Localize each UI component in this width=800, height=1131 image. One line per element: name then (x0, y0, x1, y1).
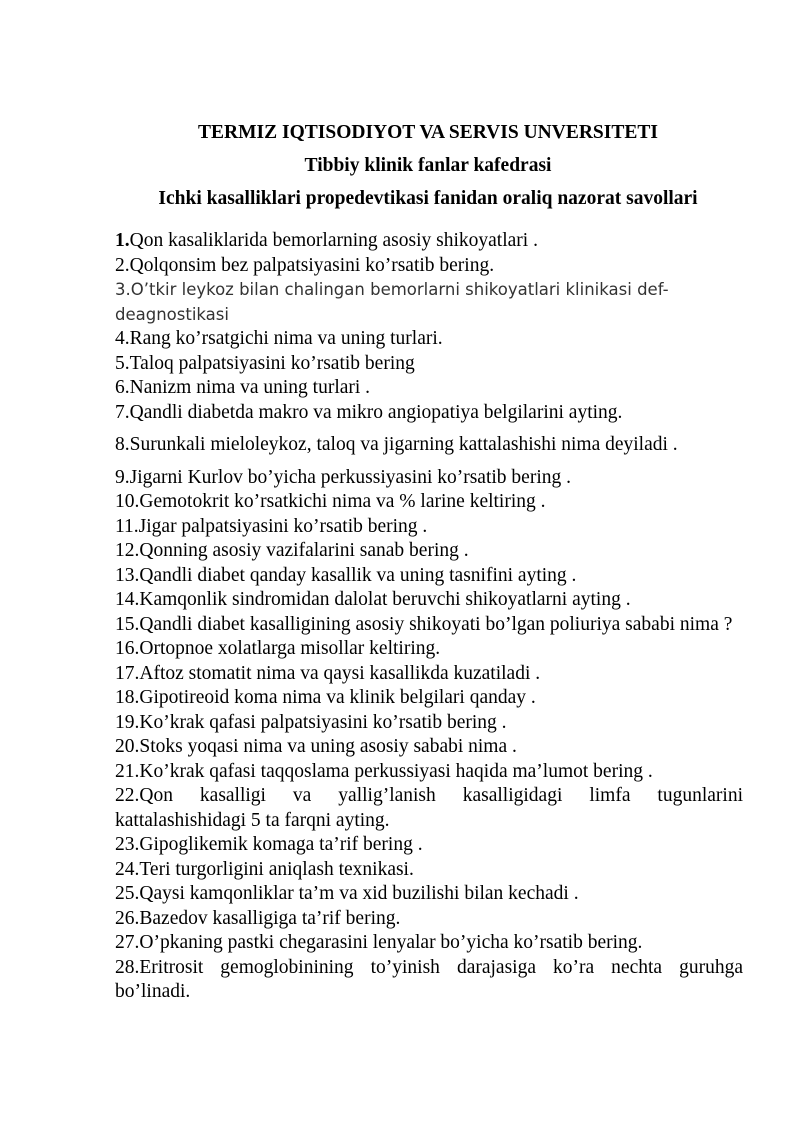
question-text: Eritrosit gemoglobinining to’yinish darajasiga ko’ra nechta guruhga bo’linadi. (115, 956, 743, 1002)
question-text: Ko’krak qafasi taqqoslama perkussiyasi haqida ma’lumot bering . (139, 760, 653, 782)
question-number: 16. (115, 638, 140, 659)
question-number: 11. (115, 515, 139, 537)
university-title: TERMIZ IQTISODIYOT VA SERVIS UNVERSITETI (198, 122, 658, 143)
question-text: Ko’krak qafasi palpatsiyasini ko’rsatib bering . (139, 711, 507, 733)
question-text: Qon kasalligi va yallig’lanish kasalligidagi limfa tugunlarini kattalashishidagi 5 ta farqni ayting. (115, 785, 743, 831)
question-item (115, 931, 743, 956)
question-number: 27. (115, 932, 140, 953)
question-item (115, 956, 743, 1005)
question-item (115, 882, 743, 907)
question-text: Teri turgorligini aniqlash texnikasi. (139, 858, 414, 880)
question-number: 15. (115, 613, 140, 635)
question-text: Gipoglikemik komaga ta’rif bering . (139, 834, 423, 855)
question-number: 5. (115, 352, 130, 374)
question-text: Aftoz stomatit nima va qaysi kasallikda kuzatiladi . (139, 662, 541, 684)
question-item (115, 858, 743, 883)
question-text: Bazedov kasalligiga ta’rif bering. (139, 907, 401, 929)
question-item (115, 254, 743, 279)
question-item (115, 278, 743, 327)
question-text: Gemotokrit ko’rsatkichi nima va % larine keltiring . (139, 491, 546, 512)
question-text: Qandli diabet kasalligining asosiy shikoyati bo’lgan poliuriya sababi nima ? (139, 613, 733, 635)
question-text: Qandli diabetda makro va mikro angiopatiya belgilarini ayting. (129, 401, 623, 423)
question-text: Jigarni Kurlov bo’yicha perkussiyasini ko’rsatib bering . (129, 466, 571, 488)
question-text: O’pkaning pastki chegarasini lenyalar bo’yicha ko’rsatib bering. (139, 932, 643, 953)
question-number: 9. (115, 466, 130, 488)
question-item (115, 588, 743, 613)
question-number: 4. (115, 328, 130, 349)
question-item (115, 662, 743, 687)
question-number: 12. (115, 540, 140, 561)
question-item (115, 686, 743, 711)
question-text: Qandli diabet qanday kasallik va uning tasnifini ayting . (139, 564, 577, 586)
question-number: 19. (115, 711, 140, 733)
question-text: Kamqonlik sindromidan dalolat beruvchi shikoyatlarni ayting . (139, 589, 631, 610)
question-item (115, 711, 743, 736)
document-header (100, 121, 756, 220)
question-item (115, 376, 743, 401)
question-text: Qolqonsim bez palpatsiyasini ko’rsatib bering. (129, 254, 495, 276)
question-number: 26. (115, 907, 140, 929)
question-item (115, 907, 743, 932)
question-item (115, 433, 743, 458)
question-text: O’tkir leykoz bilan chalingan bemorlarni shikoyatlari klinikasi def-deagnostikasi (115, 280, 669, 324)
question-item (115, 784, 743, 833)
question-number: 1. (115, 230, 130, 251)
question-number: 8. (115, 434, 130, 455)
question-text: Qaysi kamqonliklar ta’m va xid buzilishi bilan kechadi . (139, 883, 579, 904)
question-text: Surunkali mieloleykoz, taloq va jigarning kattalashishi nima deyiladi . (129, 434, 678, 455)
question-item (115, 564, 743, 589)
question-number: 6. (115, 377, 130, 398)
question-number: 14. (115, 589, 140, 610)
question-item (115, 401, 743, 426)
question-item (115, 735, 743, 760)
question-number: 3. (115, 280, 131, 299)
question-item (115, 515, 743, 540)
question-item (115, 327, 743, 352)
question-item (115, 637, 743, 662)
question-number: 22. (115, 785, 140, 806)
question-number: 17. (115, 662, 140, 684)
question-number: 18. (115, 687, 140, 708)
question-item (115, 613, 743, 638)
question-number: 13. (115, 564, 140, 586)
question-list (115, 229, 743, 1005)
question-text: Qonning asosiy vazifalarini sanab bering . (139, 540, 469, 561)
question-text: Qon kasaliklarida bemorlarning asosiy shikoyatlari . (129, 230, 538, 251)
question-text: Jigar palpatsiyasini ko’rsatib bering . (138, 515, 428, 537)
question-text: Gipotireoid koma nima va klinik belgilari qanday . (139, 687, 536, 708)
question-number: 2. (115, 254, 130, 276)
question-number: 24. (115, 858, 140, 880)
question-text: Taloq palpatsiyasini ko’rsatib bering (129, 352, 415, 374)
question-number: 28. (115, 956, 140, 978)
question-text: Rang ko’rsatgichi nima va uning turlari. (129, 328, 443, 349)
question-text: Stoks yoqasi nima va uning asosiy sababi nima . (139, 736, 517, 757)
question-number: 23. (115, 834, 140, 855)
question-item (115, 352, 743, 377)
question-number: 7. (115, 401, 130, 423)
question-item (115, 760, 743, 785)
question-text: Nanizm nima va uning turlari . (129, 377, 371, 398)
question-item (115, 229, 743, 254)
question-number: 10. (115, 491, 140, 512)
question-number: 25. (115, 883, 140, 904)
question-item (115, 539, 743, 564)
question-text: Ortopnoe xolatlarga misollar keltiring. (139, 638, 441, 659)
question-number: 20. (115, 736, 140, 757)
question-item (115, 833, 743, 858)
question-number: 21. (115, 760, 140, 782)
question-item (115, 490, 743, 515)
question-item (115, 466, 743, 491)
subject-title: Ichki kasalliklari propedevtikasi fanidan oraliq nazorat savollari (158, 188, 698, 209)
department-title: Tibbiy klinik fanlar kafedrasi (304, 155, 552, 176)
